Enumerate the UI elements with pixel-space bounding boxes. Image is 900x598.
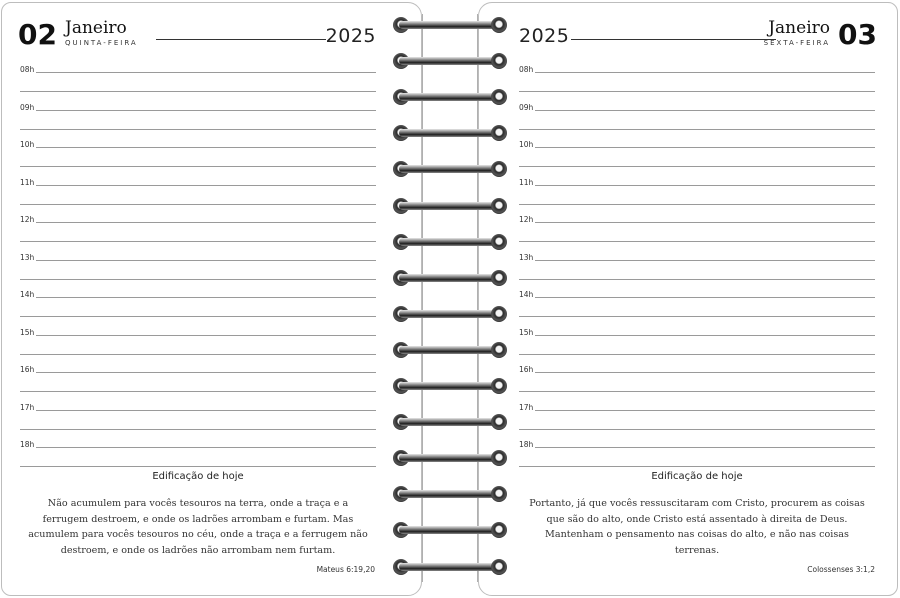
hour-slot[interactable] [20,243,376,281]
verse-reference: Mateus 6:19,20 [316,565,375,574]
writing-line [535,185,875,186]
hour-slot[interactable] [20,55,376,93]
spiral-ring-icon [393,16,507,34]
spiral-ring-icon [393,197,507,215]
hour-label: 09h [20,102,35,112]
hour-slot[interactable] [519,318,875,356]
hour-schedule [519,55,875,468]
hour-label: 14h [519,290,534,299]
spiral-ring-icon [393,413,507,431]
hour-slot[interactable] [519,280,875,318]
writing-line [535,372,875,373]
hour-label: 10h [519,140,534,149]
hour-slot[interactable] [519,168,875,206]
hour-slot[interactable] [519,430,875,468]
edification-title: Edificação de hoje [651,471,743,482]
month-name: Janeiro [65,18,127,38]
hour-slot[interactable] [20,318,376,356]
writing-line [535,110,875,111]
hour-slot[interactable] [20,168,376,206]
writing-line [36,222,376,223]
writing-line [36,297,376,298]
day-number: 03 [838,18,877,51]
writing-line [519,466,875,467]
writing-line [36,260,376,261]
bible-verse: Não acumulem para vocês tesouros na terra, onde a traça e a ferrugem destroem, e onde os ladrões arrombam e furtam. Mas acumulem para vocês tesouros no céu, onde a traça e a ferrugem não destroem, e onde os ladrões não arrombam nem furtam. [28,498,368,556]
spiral-ring-icon [393,269,507,287]
hour-label: 12h [20,215,35,224]
hour-slot[interactable] [20,355,376,393]
hour-label: 10h [20,140,35,149]
left-page [1,2,422,596]
hour-label: 18h [519,440,534,449]
writing-line [36,410,376,411]
hour-label: 17h [20,402,35,412]
hour-slot[interactable] [519,205,875,243]
writing-line [535,297,875,298]
spiral-ring-icon [393,305,507,323]
writing-line [36,147,376,148]
right-page [478,2,898,596]
hour-label: 16h [519,365,534,374]
hour-label: 08h [20,65,35,74]
edification-title: Edificação de hoje [152,471,244,482]
writing-line [20,466,376,467]
writing-line [36,110,376,111]
spiral-ring-icon [393,558,507,576]
spiral-ring-icon [393,449,507,467]
hour-label: 14h [20,290,35,299]
month-name: Janeiro [768,18,830,38]
hour-slot[interactable] [20,205,376,243]
writing-line [36,447,376,448]
hour-label: 16h [20,365,35,374]
hour-slot[interactable] [20,393,376,431]
spiral-ring-icon [393,124,507,142]
spiral-ring-icon [393,88,507,106]
writing-line [535,72,875,73]
spiral-ring-icon [393,377,507,395]
hour-label: 11h [519,177,534,187]
header-rule [571,39,776,40]
hour-slot[interactable] [20,130,376,168]
writing-line [535,260,875,261]
writing-line [535,447,875,448]
writing-line [535,222,875,223]
right-page-header [519,17,877,53]
spiral-ring-icon [393,160,507,178]
hour-label: 08h [519,65,534,74]
hour-slot[interactable] [519,243,875,281]
hour-slot[interactable] [20,93,376,131]
hour-slot[interactable] [519,55,875,93]
writing-line [36,72,376,73]
writing-line [36,185,376,186]
hour-label: 13h [519,252,534,262]
spiral-ring-icon [393,233,507,251]
bible-verse: Portanto, já que vocês ressuscitaram com Cristo, procurem as coisas que são do alto, onde Cristo está assentado à direita de Deus. Mantenham o pensamento nas coisas do alto, e não nas coisas terrenas. [529,498,865,556]
hour-label: 11h [20,177,35,187]
verse-reference: Colossenses 3:1,2 [807,565,875,574]
hour-slot[interactable] [519,93,875,131]
writing-line [36,372,376,373]
hour-label: 18h [20,440,35,449]
hour-label: 17h [519,402,534,412]
spiral-ring-icon [393,341,507,359]
edification-section [20,471,376,558]
hour-schedule [20,55,376,468]
writing-line [36,335,376,336]
hour-label: 09h [519,102,534,112]
hour-label: 12h [519,215,534,224]
spiral-ring-icon [393,52,507,70]
edification-section [519,471,875,558]
weekday-name: SEXTA-FEIRA [763,39,830,47]
day-number: 02 [18,18,57,51]
hour-slot[interactable] [519,130,875,168]
hour-label: 13h [20,252,35,262]
hour-label: 15h [20,327,35,337]
hour-slot[interactable] [519,355,875,393]
left-page-header [18,17,376,53]
year: 2025 [519,25,570,47]
writing-line [535,335,875,336]
header-rule [156,39,326,40]
writing-line [535,147,875,148]
spiral-ring-icon [393,485,507,503]
writing-line [535,410,875,411]
weekday-name: QUINTA-FEIRA [65,39,138,47]
spiral-ring-icon [393,521,507,539]
hour-slot[interactable] [519,393,875,431]
hour-label: 15h [519,327,534,337]
year: 2025 [325,25,376,47]
hour-slot[interactable] [20,430,376,468]
hour-slot[interactable] [20,280,376,318]
spiral-binding [385,0,515,598]
